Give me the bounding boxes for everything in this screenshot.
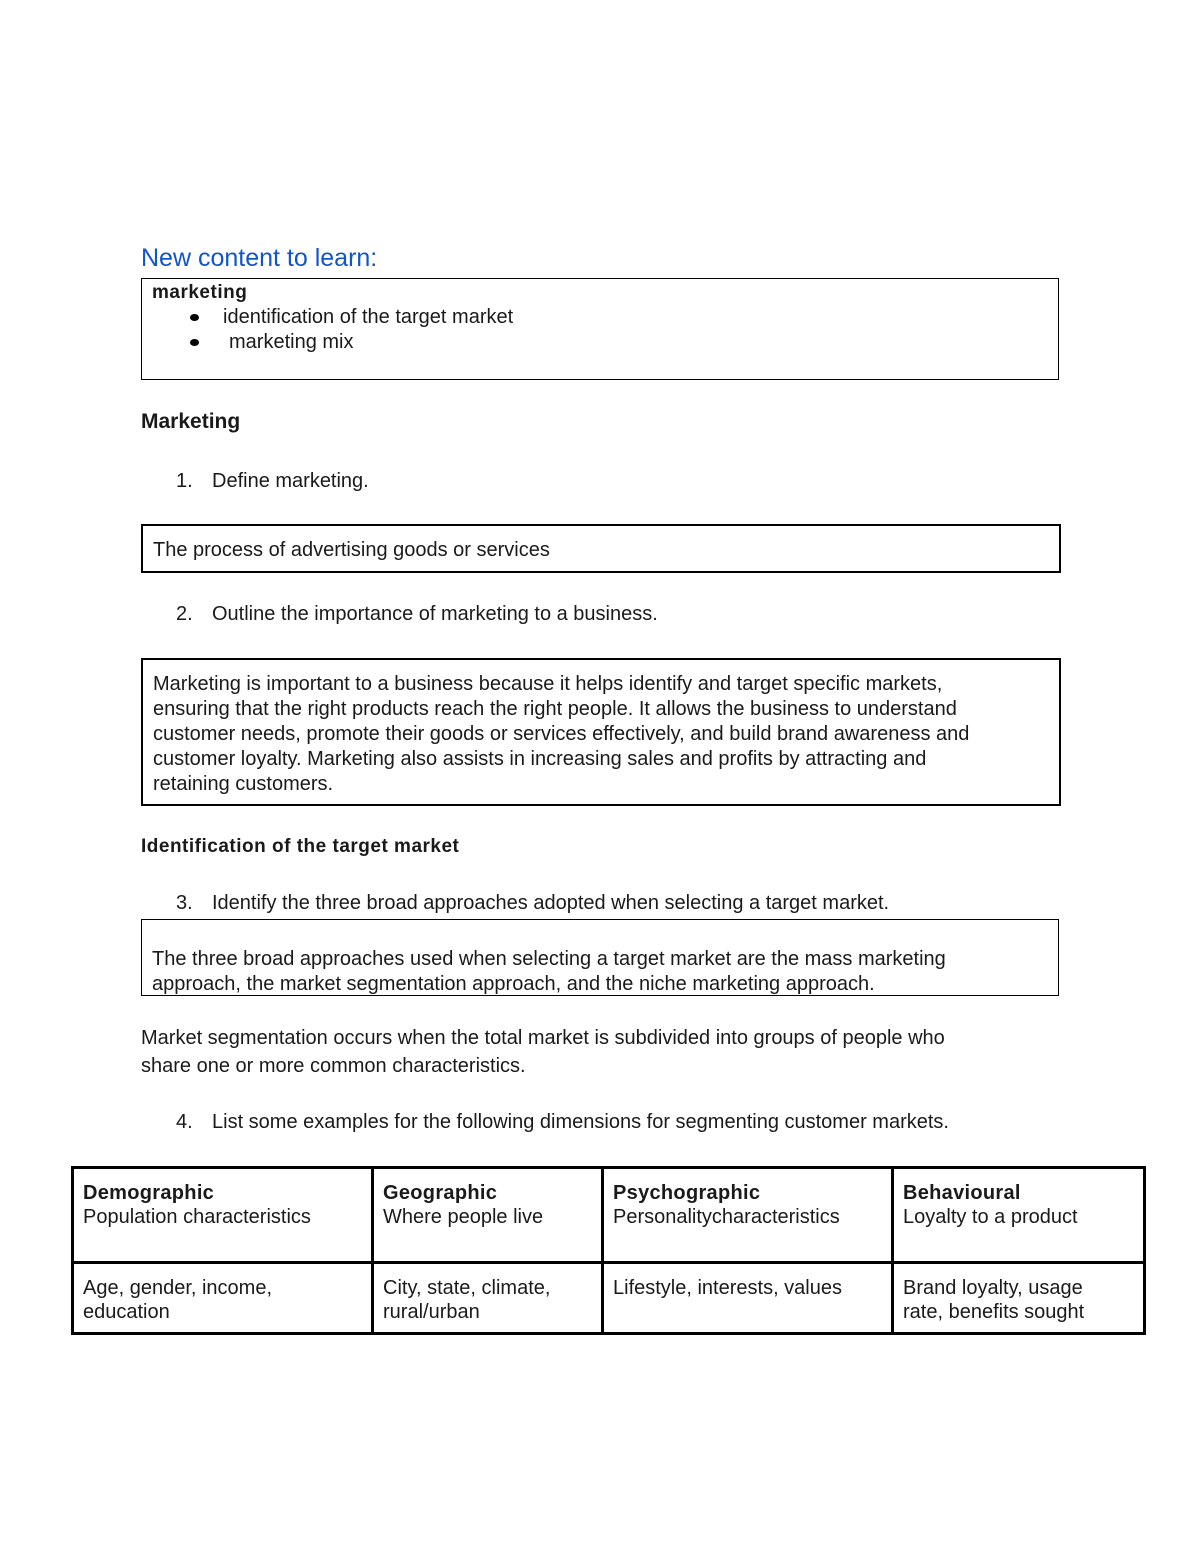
- table-cell-behavioural[interactable]: Brand loyalty, usage rate, benefits sought: [893, 1263, 1145, 1334]
- list-item: identification of the target market: [190, 306, 513, 329]
- answer-2-text: Marketing is important to a business because it helps identify and target specific markets, ensuring that the right products reach the right people. It allows the business to understand customer needs, promote their goods or services effectively, and build brand awareness and customer loyalty. Marketing also assists in increasing sales and profits by attracting and retaining customers.: [153, 673, 970, 795]
- table-header-behavioural: Behavioural Loyalty to a product: [893, 1168, 1145, 1263]
- question-2: 2. Outline the importance of marketing to a business.: [176, 603, 658, 625]
- table-row: [73, 1263, 1145, 1334]
- table-row: [73, 1168, 1145, 1263]
- content-box-title: marketing: [152, 282, 248, 303]
- question-3: 3. Identify the three broad approaches adopted when selecting a target market.: [176, 892, 890, 914]
- table-cell-psychographic[interactable]: Lifestyle, interests, values: [603, 1263, 893, 1334]
- answer-1-box[interactable]: [141, 524, 1061, 573]
- page-heading: New content to learn:: [141, 244, 378, 272]
- answer-3-box[interactable]: [141, 919, 1059, 996]
- bullet-icon: [190, 339, 199, 346]
- answer-3-text: The three broad approaches used when selecting a target market are the mass marketing approach, the market segmentation approach, and the niche marketing approach.: [152, 948, 946, 995]
- answer-2-box[interactable]: [141, 658, 1061, 806]
- bullet-icon: [190, 314, 199, 321]
- question-4: 4. List some examples for the following dimensions for segmenting customer markets.: [176, 1111, 949, 1133]
- market-segmentation-paragraph: Market segmentation occurs when the total market is subdivided into groups of people who share one or more common characteristics.: [141, 1027, 945, 1077]
- section-title-target-market: Identification of the target market: [141, 836, 460, 857]
- table-cell-demographic[interactable]: Age, gender, income, education: [73, 1263, 373, 1334]
- segmentation-table: [71, 1166, 1146, 1335]
- list-item: marketing mix: [190, 331, 353, 354]
- question-1: 1. Define marketing.: [176, 470, 369, 492]
- table-header-psychographic: Psychographic Personalitycharacteristics: [603, 1168, 893, 1263]
- content-to-learn-box: [141, 278, 1059, 380]
- table-header-demographic: Demographic Population characteristics: [73, 1168, 373, 1263]
- section-title-marketing: Marketing: [141, 410, 241, 433]
- table-cell-geographic[interactable]: City, state, climate, rural/urban: [373, 1263, 603, 1334]
- table-header-geographic: Geographic Where people live: [373, 1168, 603, 1263]
- answer-1-text: The process of advertising goods or services: [153, 539, 550, 561]
